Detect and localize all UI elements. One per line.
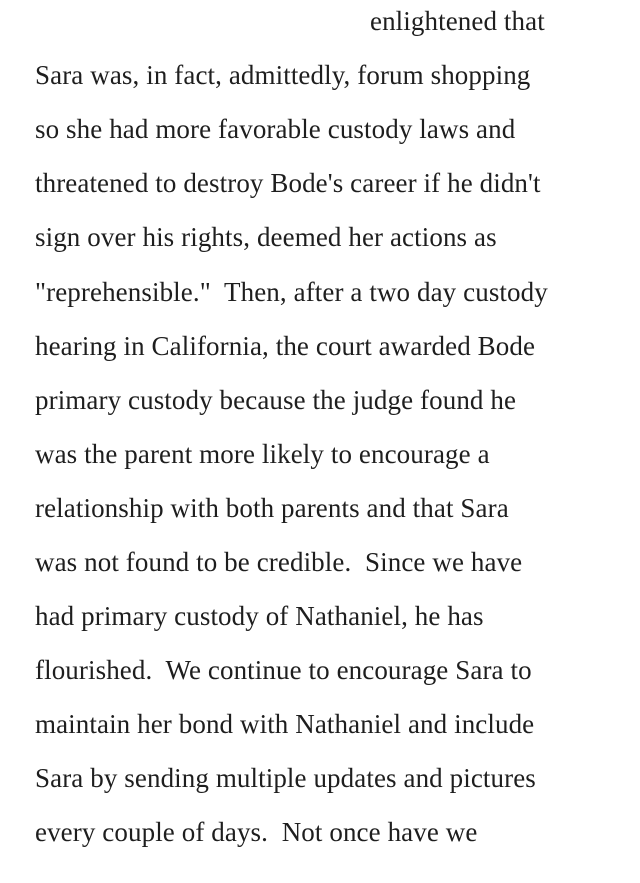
text-line-13: flourished. We continue to encourage Sara to	[35, 655, 532, 685]
text-line-8: primary custody because the judge found he	[35, 385, 517, 415]
text-line-3: so she had more favorable custody laws and	[35, 114, 516, 144]
text-line-14: maintain her bond with Nathaniel and include	[35, 709, 535, 739]
text-line-10: relationship with both parents and that Sara	[35, 493, 509, 523]
text-line-6: "reprehensible." Then, after a two day custody	[35, 277, 548, 307]
text-line-7: hearing in California, the court awarded Bode	[35, 331, 536, 361]
text-line-15: Sara by sending multiple updates and pictures	[35, 763, 536, 793]
text-line-11: was not found to be credible. Since we have	[35, 547, 523, 577]
text-line-9: was the parent more likely to encourage a	[35, 439, 490, 469]
text-line-12: had primary custody of Nathaniel, he has	[35, 601, 484, 631]
text-line-4: threatened to destroy Bode's career if he didn't	[35, 168, 541, 198]
text-line-1: enlightened that	[370, 6, 545, 36]
text-line-2: Sara was, in fact, admittedly, forum shopping	[35, 60, 531, 90]
text-line-5: sign over his rights, deemed her actions as	[35, 222, 497, 252]
text-line-16: every couple of days. Not once have we	[35, 817, 478, 847]
